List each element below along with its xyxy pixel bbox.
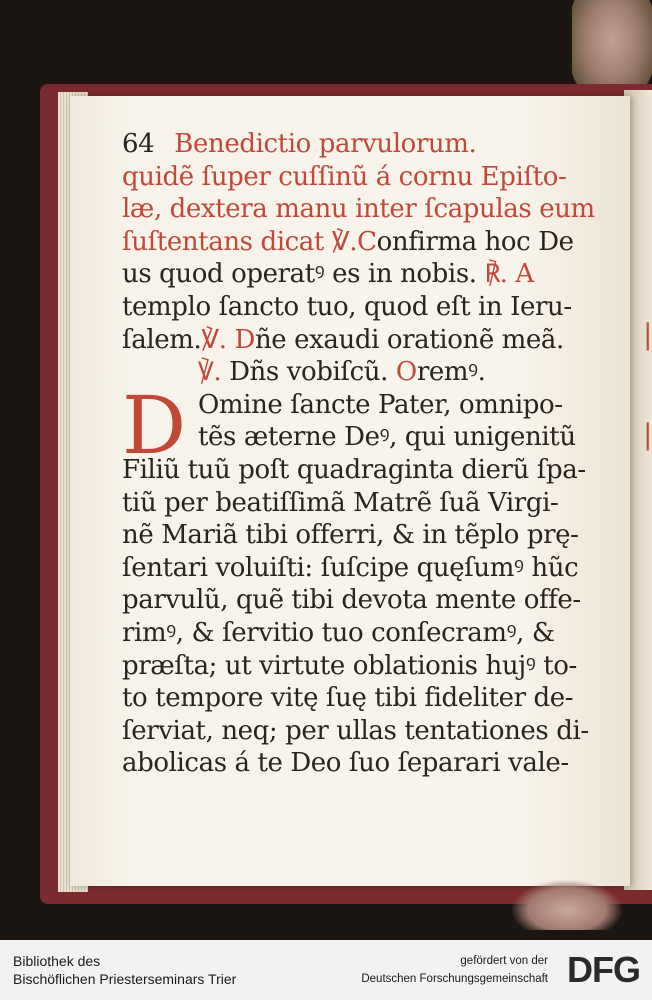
- text-fragment: Dñs vobiſcũ.: [229, 357, 389, 388]
- prayer-line: tẽs æterne Deꝰ, qui unigenitũ: [198, 422, 576, 453]
- dfg-logo: DFG: [567, 949, 640, 990]
- rubric-line: læ, dextera manu inter ſcapulas eum: [122, 194, 595, 225]
- funding-line: gefördert von der: [460, 955, 548, 967]
- prayer-block: [122, 378, 612, 780]
- initial-letter: A: [515, 259, 534, 290]
- page-header: [122, 128, 612, 161]
- prayer-line: ſentari voluiſti: ſuſcipe quęſumꝰ hũc: [122, 552, 579, 583]
- funding-line: Deutschen Forschungsgemeinschaft: [361, 973, 548, 985]
- running-title: Benedictio parvulorum.: [174, 129, 477, 159]
- text-fragment: us quod operatꝰ es in nobis.: [122, 259, 477, 290]
- initial-letter: C: [357, 226, 377, 257]
- initial-letter: D: [234, 324, 255, 355]
- response-mark: ℟.: [484, 259, 508, 290]
- prayer-line: ſerviat, neq; per ullas tentationes di-: [122, 715, 589, 746]
- text-fragment: onfirma hoc De: [376, 226, 574, 257]
- versicle-mark: ℣.: [201, 324, 227, 355]
- prayer-line: to tempore vitę ſuę tibi fideliter de-: [122, 683, 574, 714]
- prayer-line: parvulũ, quẽ tibi devota mente offe-: [122, 585, 581, 616]
- prayer-line: Filiũ tuũ poſt quadraginta dierũ ſpa-: [122, 454, 586, 485]
- text-line: [122, 226, 612, 259]
- page-number: 64: [122, 129, 155, 159]
- text-line: [122, 356, 612, 389]
- facing-page-rubric-mark: |: [643, 318, 652, 351]
- text-line: [122, 258, 612, 291]
- library-credit: [13, 952, 236, 988]
- prayer-line: præſta; ut virtute oblationis hujꝰ to-: [122, 650, 577, 681]
- facing-page-rubric-mark: |: [643, 418, 652, 451]
- text-fragment: ſalem.: [122, 324, 202, 355]
- versicle-mark: ℣.: [331, 226, 358, 257]
- versicle-mark: ℣.: [198, 357, 222, 388]
- prayer-line: rimꝰ, & ſervitio tuo conſecramꝰ, &: [122, 617, 555, 648]
- text-line: [122, 324, 612, 357]
- page-text: [122, 128, 612, 780]
- initial-letter: O: [395, 357, 417, 388]
- drop-cap: D: [122, 378, 186, 472]
- library-line: Bibliothek des: [13, 953, 101, 969]
- text-fragment: ñe exaudi orationẽ meã.: [254, 324, 564, 355]
- funding-credit: [361, 952, 548, 988]
- ribbon-bottom: [512, 880, 622, 930]
- prayer-line: Omine ſancte Pater, omnipo-: [198, 389, 563, 420]
- rubric-text: ſuſtentans dicat: [122, 226, 324, 257]
- prayer-line: nẽ Mariã tibi offerri, & in tẽplo prę-: [122, 520, 579, 551]
- footer-bar: [0, 940, 652, 1000]
- prayer-line: tiũ per beatiſſimã Matrẽ ſuã Virgi-: [122, 487, 559, 518]
- text-line: templo ſancto tuo, quod eſt in Ieru-: [122, 291, 572, 322]
- prayer-line: abolicas á te Deo ſuo ſeparari vale-: [122, 748, 569, 779]
- rubric-line: quidẽ ſuper cuſſinũ á cornu Epiſto-: [122, 161, 567, 192]
- text-fragment: remꝰ.: [416, 357, 486, 388]
- library-line: Bischöflichen Priesterseminars Trier: [13, 971, 237, 987]
